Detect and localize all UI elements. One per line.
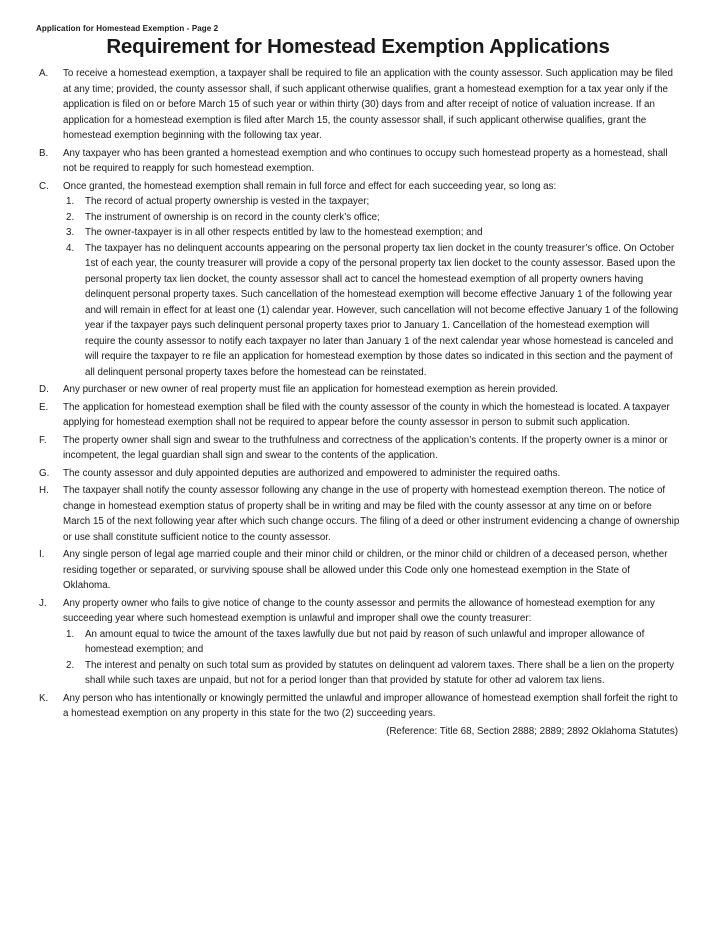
item-j	[36, 596, 680, 689]
item-letter: H.	[39, 485, 49, 496]
item-letter: D.	[39, 384, 49, 395]
item-text: Any property owner who fails to give notice of change to the county assessor and permits the allowance of homestead exemption for any succeeding year where such homestead exemption is unlawful and improper shall owe the county treasurer:	[63, 597, 655, 624]
item-letter: I.	[39, 549, 45, 560]
subitem-c1	[63, 194, 680, 210]
subitem-number: 2.	[66, 211, 75, 223]
item-e	[36, 400, 680, 431]
item-letter: J.	[39, 597, 47, 609]
subitem-text: The interest and penalty on such total sum as provided by statutes on delinquent ad valorem taxes. There shall be a lien on the property shall while such taxes are unpaid, but not for a period longer than that provided by statute for other ad valorem tax liens.	[85, 659, 675, 686]
item-letter: G.	[39, 467, 50, 479]
subitem-text: An amount equal to twice the amount of the taxes lawfully due but not paid by reason of such unlawful and improper allowance of homestead exemption; and	[85, 628, 645, 655]
item-text: The taxpayer shall notify the county assessor following any change in the use of property with homestead exemption thereon. The notice of change in homestead exemption status of property shall be in writing and may be filed with the county assessor at any time on or before March 15 of the next following year after which such change occurs. The filing of a deed or other instrument evidencing a change of ownership or use shall constitute sufficient notice to the county assessor.	[63, 485, 680, 543]
item-g	[36, 466, 680, 482]
item-text: The property owner shall sign and swear to the truthfulness and correctness of the application’s contents. If the property owner is a minor or incompetent, the legal guardian shall sign and swear to the contents of the application.	[63, 434, 668, 461]
item-f	[36, 433, 680, 464]
subitem-number: 3.	[66, 227, 75, 238]
item-letter: F.	[39, 434, 47, 446]
subitem-number: 2.	[66, 659, 75, 671]
item-text: Once granted, the homestead exemption shall remain in full force and effect for each succeeding year, so long as:	[63, 180, 557, 192]
item-text: Any person who has intentionally or knowingly permitted the unlawful and improper allowance of homestead exemption shall forfeit the right to a homestead exemption on any property in this state for the two (2) succeeding years.	[63, 692, 678, 719]
subitem-number: 1.	[66, 196, 75, 207]
subitem-text: The owner-taxpayer is in all other respects entitled by law to the homestead exemption; and	[85, 227, 483, 238]
reference-citation: (Reference: Title 68, Section 2888; 2889; 2892 Oklahoma Statutes)	[386, 725, 678, 737]
subitem-c3	[63, 225, 680, 241]
item-letter: E.	[39, 401, 49, 413]
subitem-c2	[63, 210, 680, 226]
item-letter: K.	[39, 692, 49, 704]
page-label: Application for Homestead Exemption - Page 2	[36, 24, 219, 33]
subitem-number: 1.	[66, 628, 75, 640]
subitem-text: The taxpayer has no delinquent accounts appearing on the personal property tax lien docket in the county treasurer’s office. On October 1st of each year, the county treasurer will provide a copy of the personal property tax lien docket to the county assessor. Based upon the personal property tax lien docket, the county assessor shall act to cancel the homestead exemption of all property owners having delinquent personal property taxes. Such cancellation of the homestead exemption will become effective January 1 of the following year and will remain in effect for at least one (1) calendar year. However, such cancellation will not become effective January 1 of the following year if the taxpayer pays such delinquent personal property taxes prior to January 1. Cancellation of the homestead exemption will require the county assessor to notify each taxpayer no later than January 1 of the next calendar year whose homestead is canceled and will require the taxpayer to re file an application for homestead exemption by those dates so indicated in this section and the payment of all delinquent personal property taxes before the homestead can be reinstated.	[85, 242, 679, 378]
item-b	[36, 146, 680, 177]
item-text: The application for homestead exemption shall be filed with the county assessor of the county in which the homestead is located. A taxpayer applying for homestead exemption shall not be required to appear before the county assessor in person to submit such application.	[63, 401, 670, 428]
item-i	[36, 547, 680, 594]
item-text: To receive a homestead exemption, a taxpayer shall be required to file an application with the county assessor. Such application may be filed at any time; provided, the county assessor shall, if such applicant otherwise qualifies, grant a homestead exemption for a tax year only if the application is filed on or before March 15 of such year or within thirty (30) days from and after receipt of notice of valuation increase. If an application for a homestead exemption is filed after March 15, the county assessor shall, if such applicant otherwise qualifies, grant the homestead exemption beginning with the following tax year.	[63, 68, 673, 141]
item-text: Any single person of legal age married couple and their minor child or children, or the minor child or children of a deceased person, whether residing together or separated, or surviving spouse shall be allowed under this Code only one homestead exemption in the State of Oklahoma.	[63, 549, 668, 591]
item-d	[36, 382, 680, 398]
item-text: The county assessor and duly appointed deputies are authorized and empowered to administer the required oaths.	[63, 467, 561, 479]
item-letter: A.	[39, 68, 49, 79]
item-letter: C.	[39, 180, 49, 192]
subitem-text: The record of actual property ownership is vested in the taxpayer;	[85, 196, 370, 207]
subitem-text: The instrument of ownership is on record in the county clerk’s office;	[85, 211, 380, 223]
item-h	[36, 483, 680, 545]
subitem-number: 4.	[66, 242, 75, 254]
item-text: Any purchaser or new owner of real property must file an application for homestead exemption as herein provided.	[63, 384, 559, 395]
subitem-c4	[63, 241, 680, 381]
subitem-j2	[63, 658, 680, 689]
page-title: Requirement for Homestead Exemption Applications	[106, 35, 610, 58]
item-c	[36, 179, 680, 381]
item-text: Any taxpayer who has been granted a homestead exemption and who continues to occupy such homestead property as a homestead, shall not be required to reapply for such homestead exemption.	[63, 147, 668, 174]
item-k	[36, 691, 680, 722]
item-letter: B.	[39, 147, 49, 159]
subitem-j1	[63, 627, 680, 658]
item-a	[36, 66, 680, 144]
